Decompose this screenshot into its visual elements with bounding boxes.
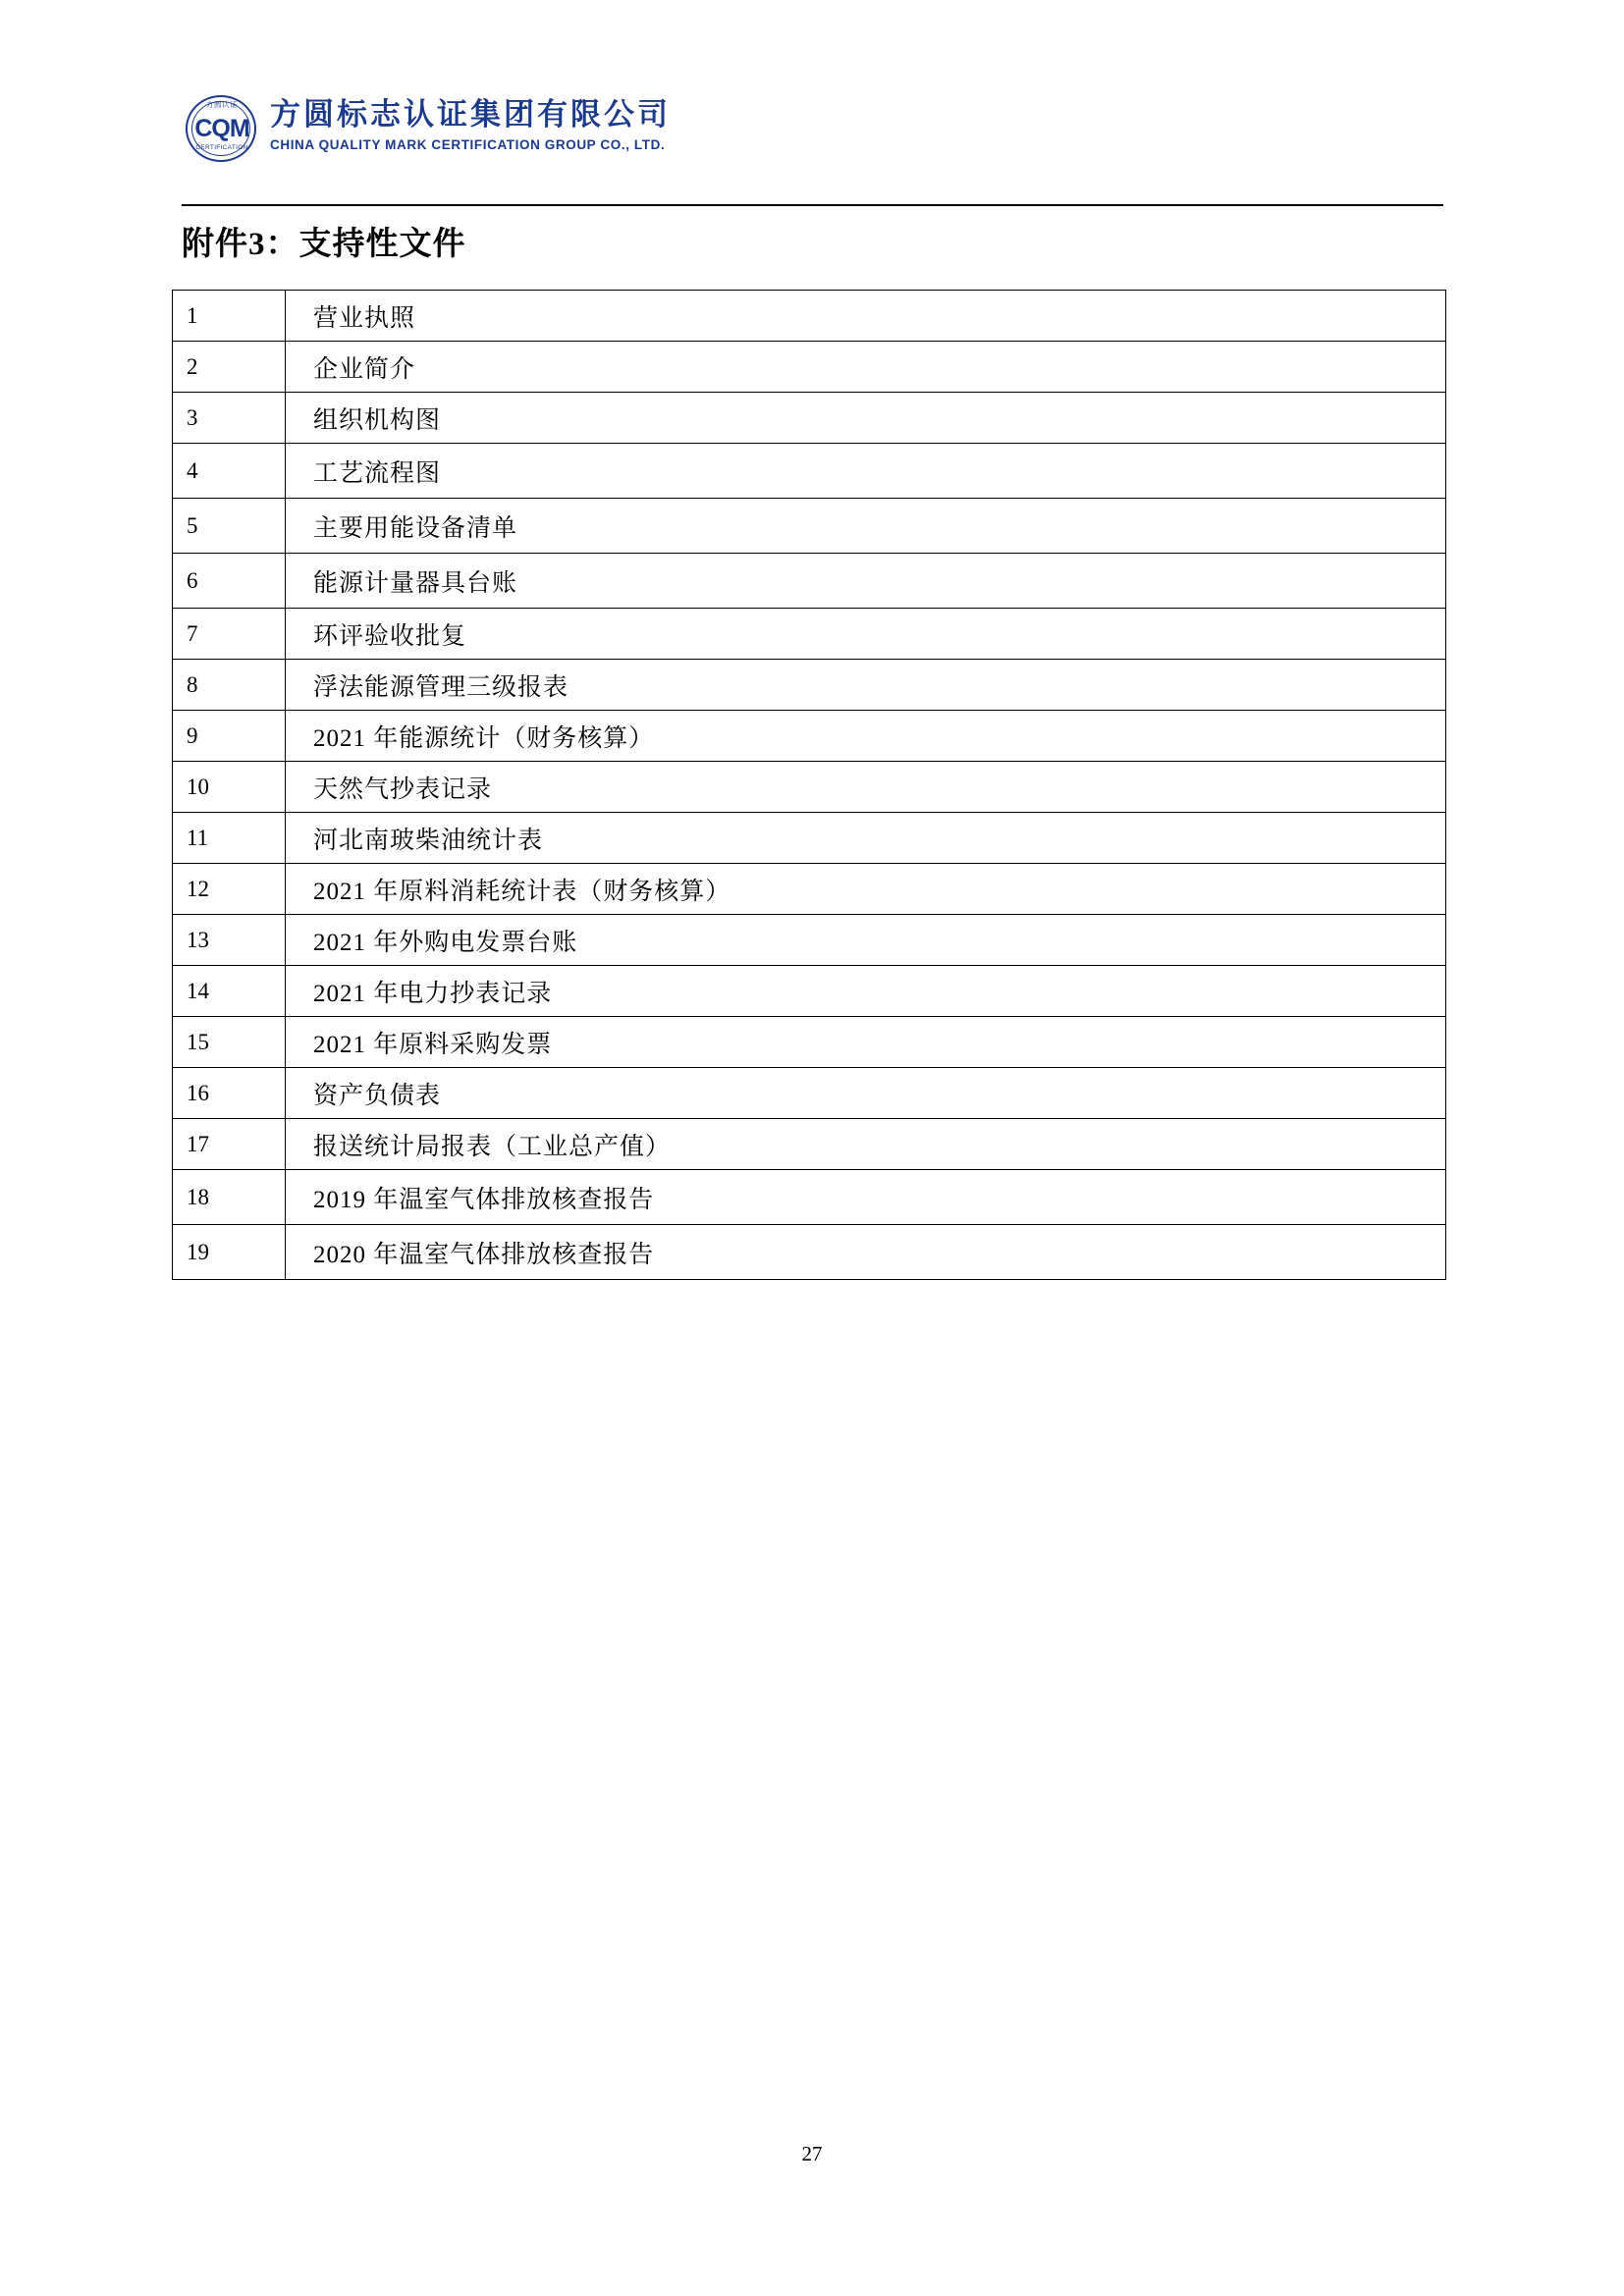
row-name: 2021 年外购电发票台账 bbox=[286, 915, 1446, 966]
row-index: 14 bbox=[173, 966, 286, 1017]
row-name: 资产负债表 bbox=[286, 1068, 1446, 1119]
table-row bbox=[173, 1225, 1446, 1280]
row-name: 工艺流程图 bbox=[286, 444, 1446, 499]
table-row bbox=[173, 762, 1446, 813]
row-name: 环评验收批复 bbox=[286, 609, 1446, 660]
row-name: 2021 年电力抄表记录 bbox=[286, 966, 1446, 1017]
row-index: 8 bbox=[173, 660, 286, 711]
row-index: 10 bbox=[173, 762, 286, 813]
row-name: 2021 年原料消耗统计表（财务核算） bbox=[286, 864, 1446, 915]
logo-bottom-text: CERTIFICATION bbox=[195, 144, 248, 151]
table-row bbox=[173, 1119, 1446, 1170]
row-index: 3 bbox=[173, 393, 286, 444]
table-row bbox=[173, 609, 1446, 660]
row-index: 2 bbox=[173, 342, 286, 393]
table-row bbox=[173, 1017, 1446, 1068]
row-index: 6 bbox=[173, 554, 286, 609]
document-header bbox=[182, 93, 1443, 177]
row-name: 河北南玻柴油统计表 bbox=[286, 813, 1446, 864]
company-name-block bbox=[270, 93, 671, 152]
row-index: 13 bbox=[173, 915, 286, 966]
table-row bbox=[173, 1068, 1446, 1119]
row-index: 16 bbox=[173, 1068, 286, 1119]
table-row bbox=[173, 444, 1446, 499]
row-name: 企业简介 bbox=[286, 342, 1446, 393]
company-name-en: CHINA QUALITY MARK CERTIFICATION GROUP CO., LTD. bbox=[270, 136, 666, 152]
row-name: 报送统计局报表（工业总产值） bbox=[286, 1119, 1446, 1170]
table-row bbox=[173, 915, 1446, 966]
row-name: 浮法能源管理三级报表 bbox=[286, 660, 1446, 711]
row-name: 2020 年温室气体排放核查报告 bbox=[286, 1225, 1446, 1280]
row-index: 15 bbox=[173, 1017, 286, 1068]
logo-top-text: 方圆认证 bbox=[206, 100, 238, 109]
cqm-circle-logo-icon bbox=[182, 93, 262, 166]
table-row bbox=[173, 1170, 1446, 1225]
table-row bbox=[173, 864, 1446, 915]
row-name: 2021 年原料采购发票 bbox=[286, 1017, 1446, 1068]
table-row bbox=[173, 342, 1446, 393]
table-row bbox=[173, 711, 1446, 762]
row-index: 18 bbox=[173, 1170, 286, 1225]
table-row bbox=[173, 393, 1446, 444]
row-name: 2021 年能源统计（财务核算） bbox=[286, 711, 1446, 762]
page-title: 附件3：支持性文件 bbox=[182, 227, 466, 262]
row-name: 营业执照 bbox=[286, 291, 1446, 342]
row-name: 组织机构图 bbox=[286, 393, 1446, 444]
row-index: 1 bbox=[173, 291, 286, 342]
table-row bbox=[173, 966, 1446, 1017]
logo-cqm-text: CQM bbox=[194, 115, 249, 142]
company-logo bbox=[182, 93, 1443, 166]
row-index: 7 bbox=[173, 609, 286, 660]
table-row bbox=[173, 291, 1446, 342]
row-index: 19 bbox=[173, 1225, 286, 1280]
row-name: 能源计量器具台账 bbox=[286, 554, 1446, 609]
row-index: 17 bbox=[173, 1119, 286, 1170]
row-index: 4 bbox=[173, 444, 286, 499]
supporting-documents-table bbox=[172, 290, 1446, 1280]
row-index: 9 bbox=[173, 711, 286, 762]
header-divider bbox=[182, 204, 1443, 206]
table-row bbox=[173, 660, 1446, 711]
row-name: 2019 年温室气体排放核查报告 bbox=[286, 1170, 1446, 1225]
row-name: 天然气抄表记录 bbox=[286, 762, 1446, 813]
table-row bbox=[173, 554, 1446, 609]
row-index: 5 bbox=[173, 499, 286, 554]
footer-page-number: 27 bbox=[801, 2142, 823, 2165]
table-row bbox=[173, 813, 1446, 864]
company-name-cn: 方圆标志认证集团有限公司 bbox=[270, 97, 671, 132]
row-index: 12 bbox=[173, 864, 286, 915]
row-name: 主要用能设备清单 bbox=[286, 499, 1446, 554]
row-index: 11 bbox=[173, 813, 286, 864]
table-row bbox=[173, 499, 1446, 554]
